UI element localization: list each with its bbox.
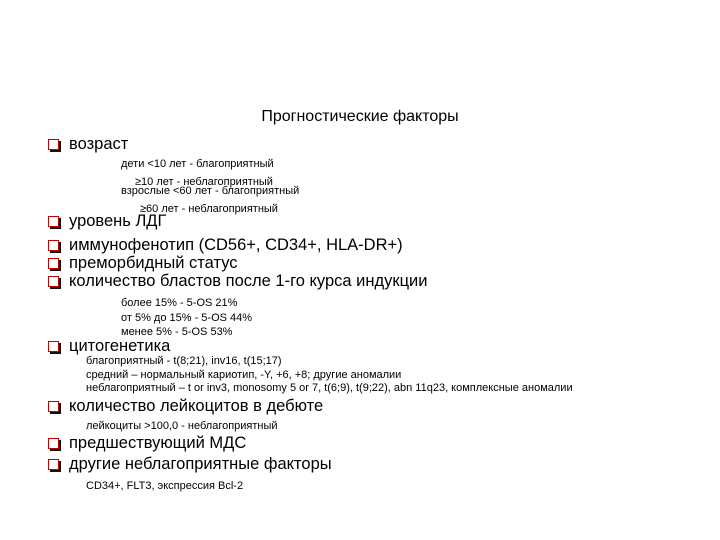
- detail-line: CD34+, FLT3, экспрессия Bcl-2: [86, 480, 244, 492]
- detail-line: неблагоприятный – t or inv3, monosomy 5 or 7, t(6;9), t(9;22), abn 11q23, комплексные аномалии: [86, 382, 573, 394]
- detail-line: от 5% до 15% - 5-OS 44%: [121, 312, 253, 324]
- bullet-icon: [48, 341, 59, 352]
- detail-line: ≥10 лет - неблагоприятный: [135, 176, 273, 188]
- factor-label: количество лейкоцитов в дебюте: [69, 397, 324, 415]
- bullet-icon: [48, 139, 59, 150]
- factor-label: цитогенетика: [69, 337, 171, 355]
- factor-label: преморбидный статус: [69, 254, 238, 272]
- detail-line: менее 5% - 5-OS 53%: [121, 326, 233, 338]
- page-title: Прогностические факторы: [261, 108, 459, 125]
- factor-age: [48, 133, 128, 155]
- factor-label: иммунофенотип (CD56+, CD34+, HLA-DR+): [69, 236, 403, 254]
- bullet-icon: [48, 438, 59, 449]
- factor-label: уровень ЛДГ: [69, 212, 167, 230]
- detail-line: ≥60 лет - неблагоприятный: [140, 203, 278, 215]
- bullet-icon: [48, 258, 59, 269]
- bullet-icon: [48, 240, 59, 251]
- bullet-icon: [48, 401, 59, 412]
- detail-line: благоприятный - t(8;21), inv16, t(15;17): [86, 355, 282, 367]
- factor-other-unfavorable: [48, 453, 332, 475]
- factor-ldh: [48, 210, 166, 232]
- bullet-icon: [48, 459, 59, 470]
- factor-leukocyte-count: [48, 395, 323, 417]
- factor-blast-count: [48, 270, 427, 292]
- factor-label: предшествующий МДС: [69, 434, 247, 452]
- factor-label: возраст: [69, 135, 129, 153]
- bullet-icon: [48, 276, 59, 287]
- bullet-icon: [48, 216, 59, 227]
- factor-label: другие неблагоприятные факторы: [69, 455, 332, 473]
- detail-line: дети <10 лет - благоприятный: [121, 158, 274, 170]
- detail-line: взрослые <60 лет - благоприятный: [121, 185, 300, 197]
- factor-label: количество бластов после 1-го курса индукции: [69, 272, 428, 290]
- detail-line: средний – нормальный кариотип, -Y, +6, +8; другие аномалии: [86, 369, 402, 381]
- detail-line: лейкоциты >100,0 - неблагоприятный: [86, 420, 278, 432]
- detail-line: более 15% - 5-OS 21%: [121, 297, 238, 309]
- factor-prior-mds: [48, 432, 246, 454]
